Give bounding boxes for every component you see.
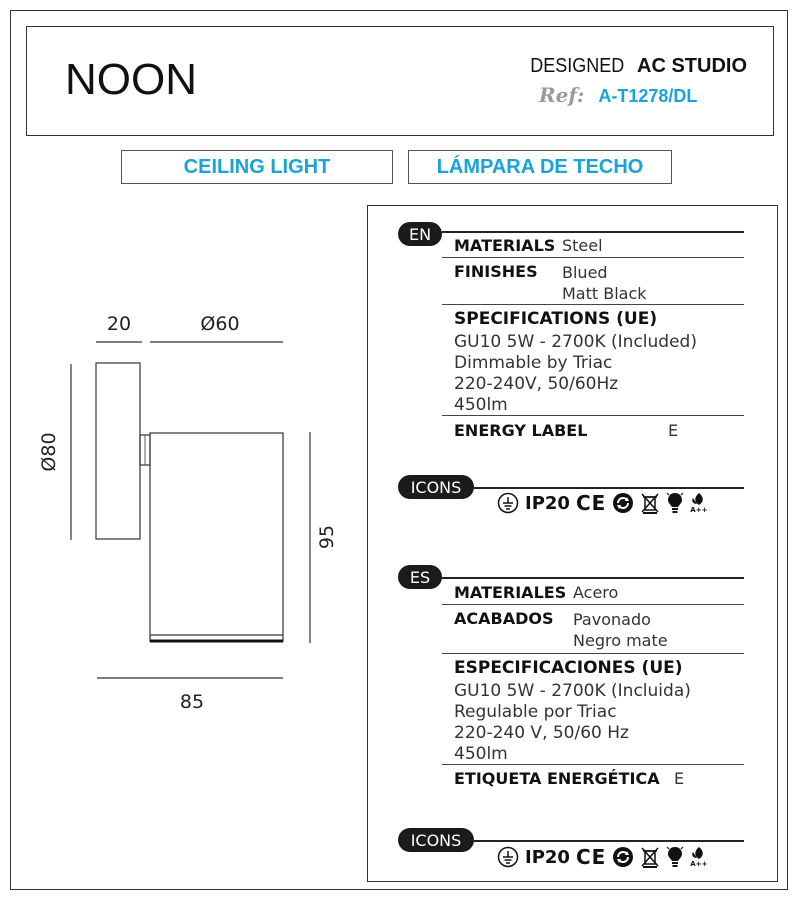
materiales-value: Acero bbox=[573, 583, 619, 602]
depth-label: 85 bbox=[179, 691, 205, 713]
etiqueta-energetica-value: E bbox=[674, 769, 685, 788]
earth-ground-icon bbox=[497, 492, 519, 514]
body-diameter-label: Ø60 bbox=[200, 313, 240, 335]
ip-rating: IP20 bbox=[525, 846, 570, 868]
spec-value: GU10 5W - 2700K (Included) bbox=[454, 332, 697, 352]
energy-class-text: A++ bbox=[690, 506, 708, 514]
spec-value: Dimmable by Triac bbox=[454, 353, 613, 373]
energy-label-label: ENERGY LABEL bbox=[454, 421, 588, 440]
certification-icons-es bbox=[497, 845, 707, 869]
spec-value: Regulable por Triac bbox=[454, 702, 617, 722]
acabados-row bbox=[454, 609, 668, 651]
finish-value: Matt Black bbox=[562, 284, 647, 303]
lang-badge-es: ES bbox=[398, 565, 442, 589]
energy-label-value: E bbox=[668, 421, 679, 440]
icons-badge-en: ICONS bbox=[398, 475, 474, 499]
reference-line bbox=[539, 83, 697, 108]
acabados-label: ACABADOS bbox=[454, 609, 554, 628]
ce-mark-icon: CE bbox=[575, 845, 607, 869]
spec-value: 450lm bbox=[454, 744, 508, 764]
specifications-block bbox=[454, 309, 697, 416]
energy-class-leaf-icon bbox=[690, 846, 707, 868]
energy-label-row bbox=[454, 421, 678, 440]
weee-bin-icon bbox=[640, 846, 660, 868]
header bbox=[26, 26, 774, 136]
recycle-icon bbox=[612, 846, 634, 868]
icons-badge-es: ICONS bbox=[398, 828, 474, 852]
specifications-label: SPECIFICATIONS (UE) bbox=[454, 309, 658, 329]
certification-icons-en bbox=[497, 491, 707, 515]
ip-rating: IP20 bbox=[525, 492, 570, 514]
height-label: 95 bbox=[316, 524, 338, 550]
energy-class-leaf-icon bbox=[690, 492, 707, 514]
technical-drawing bbox=[30, 300, 350, 730]
category-en: CEILING LIGHT bbox=[121, 150, 393, 184]
acabado-value: Pavonado bbox=[573, 610, 651, 629]
designer-line bbox=[525, 55, 747, 78]
designer-name: AC STUDIO bbox=[637, 55, 747, 77]
acabado-value: Negro mate bbox=[573, 631, 668, 650]
materiales-label: MATERIALES bbox=[454, 583, 567, 602]
cylinder-body bbox=[150, 433, 283, 641]
materials-value: Steel bbox=[562, 236, 603, 255]
product-name: NOON bbox=[65, 55, 197, 104]
etiqueta-energetica-row bbox=[454, 769, 684, 788]
spec-value: 220-240 V, 50/60 Hz bbox=[454, 723, 629, 743]
lang-badge-en: EN bbox=[398, 222, 442, 246]
earth-ground-icon bbox=[497, 846, 519, 868]
spec-value: 220-240V, 50/60Hz bbox=[454, 374, 619, 394]
weee-bin-icon bbox=[640, 492, 660, 514]
spec-value: GU10 5W - 2700K (Incluida) bbox=[454, 681, 691, 701]
ref-label: Ref: bbox=[539, 83, 585, 107]
base-width-label: 20 bbox=[106, 313, 132, 335]
led-bulb-icon bbox=[666, 491, 684, 515]
ref-code: A-T1278/DL bbox=[598, 86, 698, 106]
especificaciones-label: ESPECIFICACIONES (UE) bbox=[454, 658, 683, 678]
led-bulb-icon bbox=[666, 845, 684, 869]
especificaciones-block bbox=[454, 658, 691, 765]
designed-label: DESIGNED bbox=[529, 55, 624, 77]
finish-value: Blued bbox=[562, 263, 608, 282]
etiqueta-energetica-label: ETIQUETA ENERGÉTICA bbox=[454, 769, 660, 788]
materiales-row bbox=[454, 583, 618, 602]
materials-label: MATERIALS bbox=[454, 236, 556, 255]
recycle-icon bbox=[612, 492, 634, 514]
spec-value: 450lm bbox=[454, 395, 508, 415]
base-diameter-label: Ø80 bbox=[38, 432, 60, 472]
finishes-label: FINISHES bbox=[454, 262, 538, 281]
category-es: LÁMPARA DE TECHO bbox=[408, 150, 672, 184]
energy-class-text: A++ bbox=[690, 860, 708, 868]
base-plate bbox=[96, 363, 140, 539]
ce-mark-icon: CE bbox=[575, 491, 607, 515]
finishes-row bbox=[454, 262, 647, 304]
materials-row bbox=[454, 236, 603, 255]
